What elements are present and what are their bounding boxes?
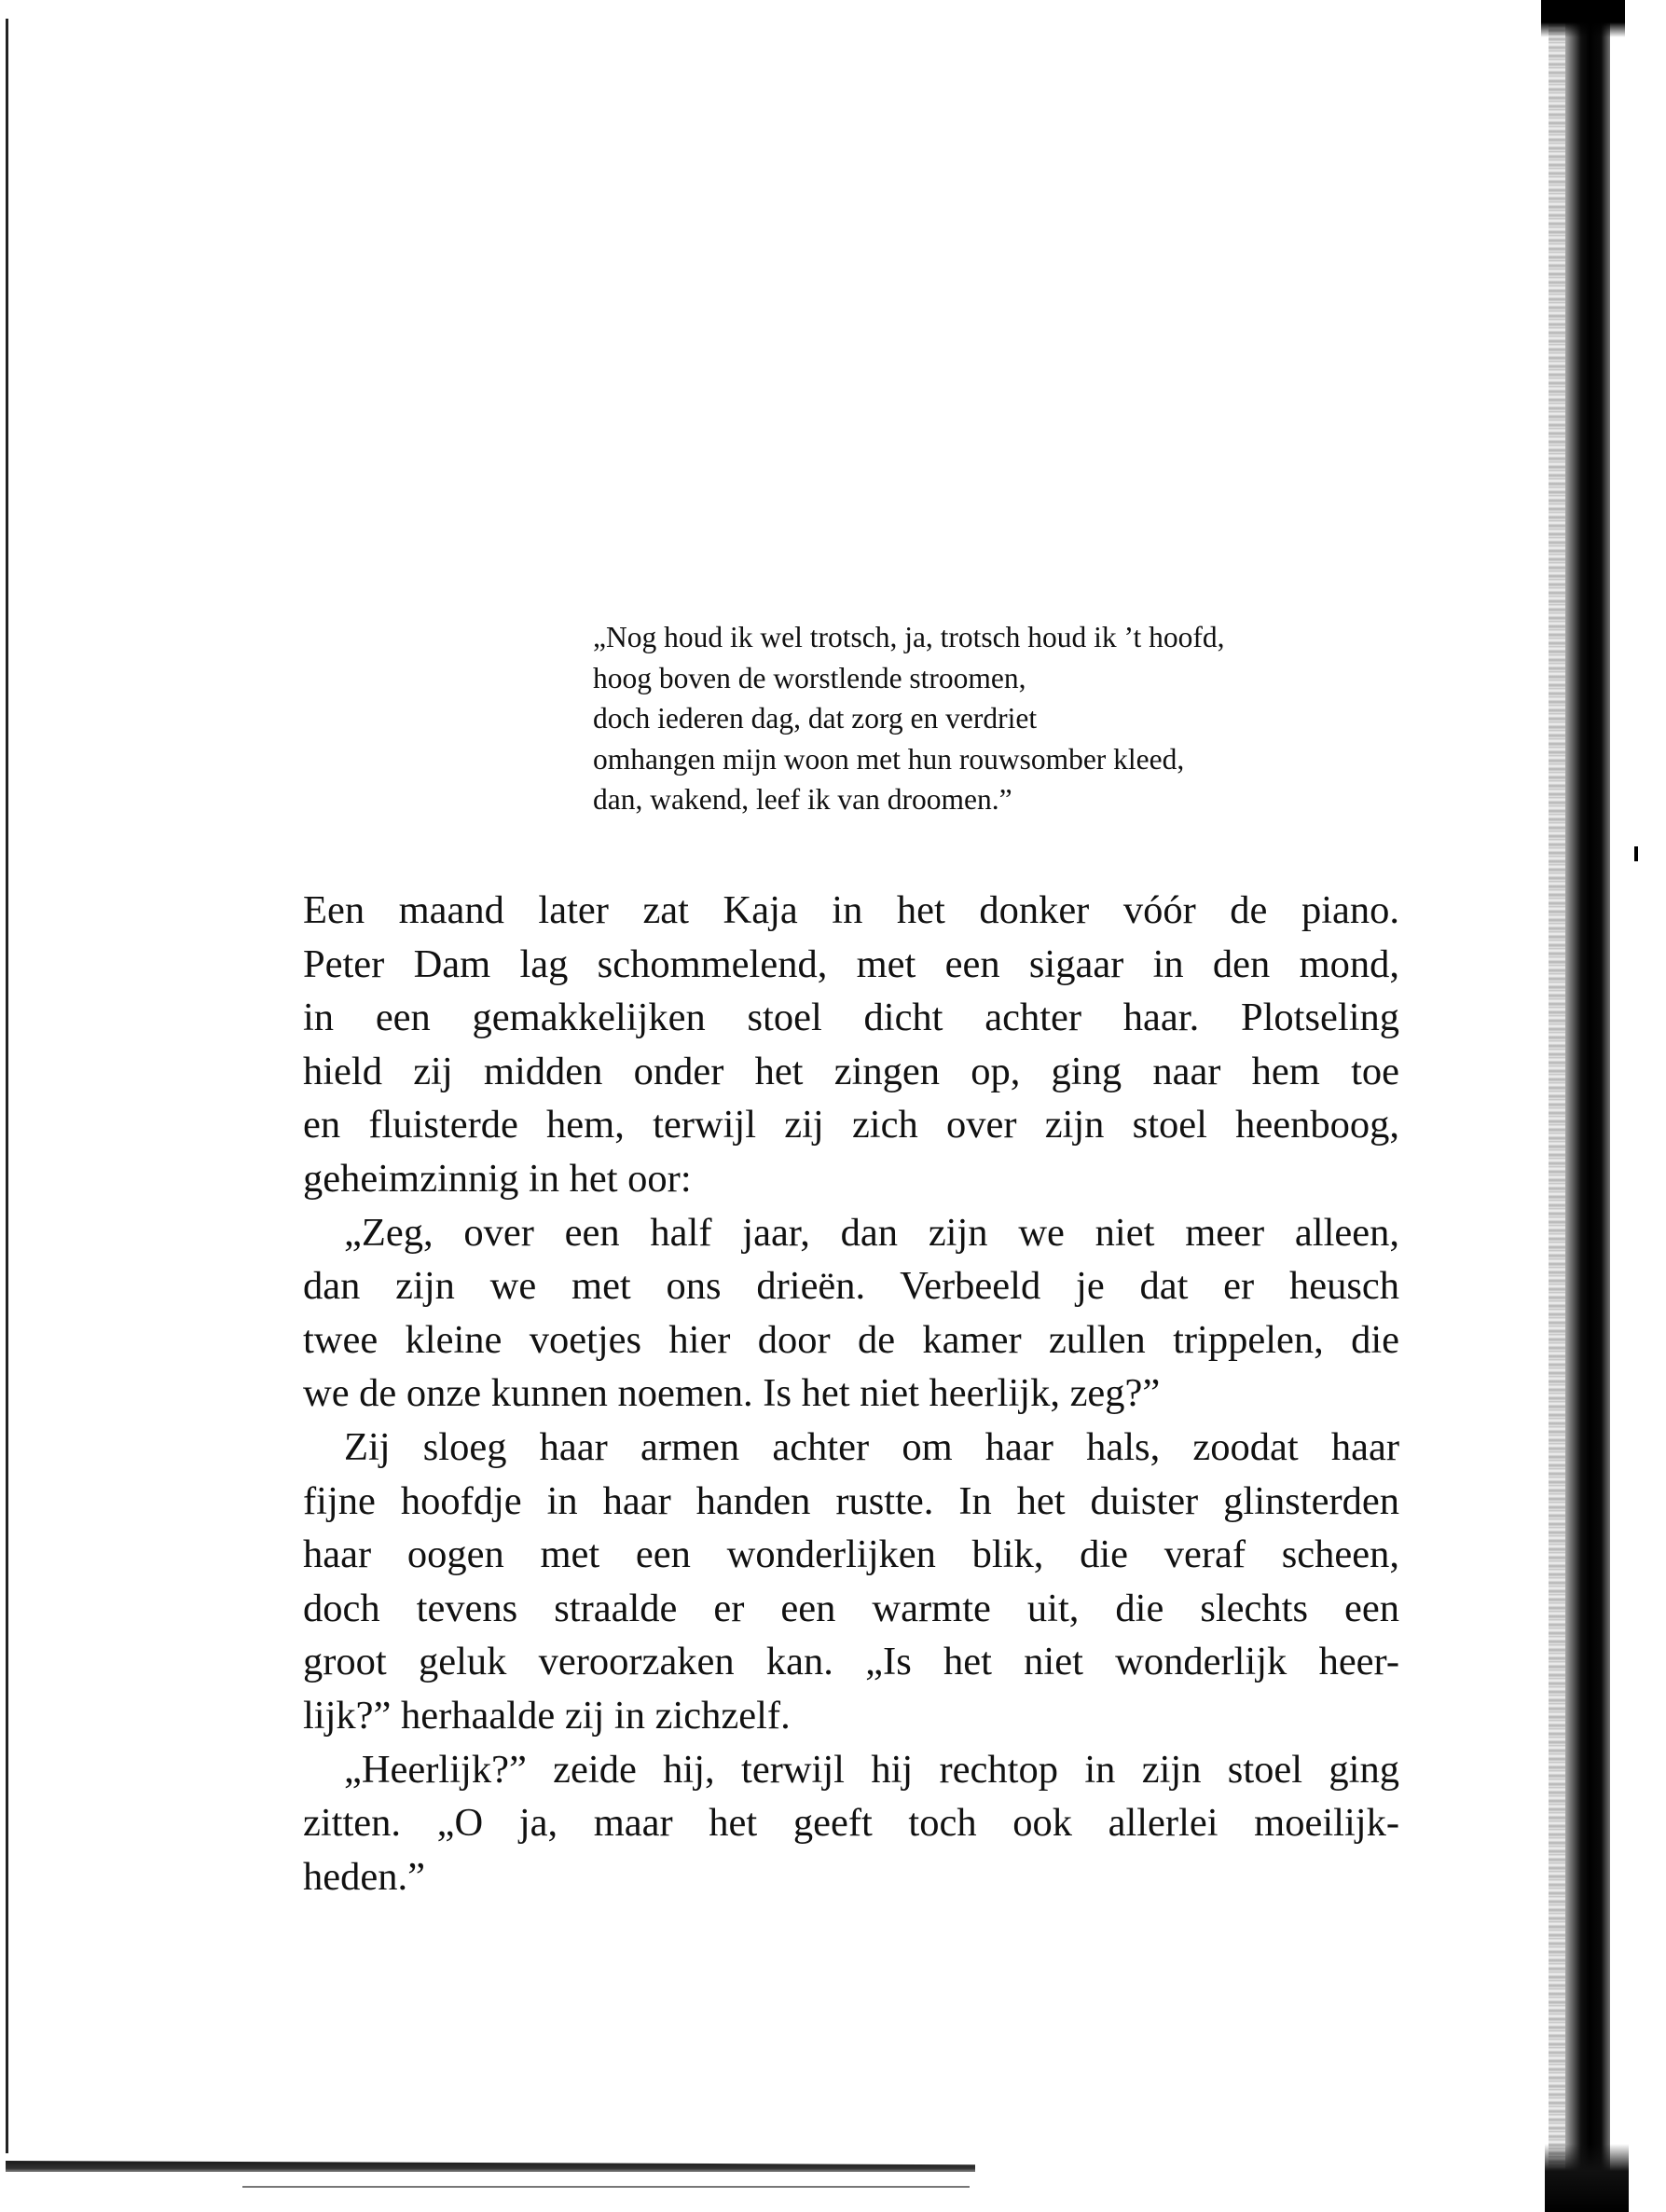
text-line: „Heerlijk?” zeide hij, terwijl hij rechtop in zijn stoel ging [344,1747,1399,1792]
text-line: en fluisterde hem, terwijl zij zich over zijn stoel heenboog, [303,1103,1399,1147]
text-line: heden.” [303,1854,425,1899]
text-line: geheimzinnig in het oor: [303,1156,692,1201]
scan-bottom-edge [6,2161,975,2172]
text-line: we de onze kunnen noemen. Is het niet heerlijk, zeg?” [303,1371,1161,1416]
poem-block [593,617,1413,820]
prose-body [303,884,1399,1903]
poem-line: dan, wakend, leef ik van droomen.” [593,783,1012,816]
scan-left-edge [6,19,8,2153]
scan-bottom-line [242,2186,970,2188]
text-line: „Zeg, over een half jaar, dan zijn we niet meer alleen, [344,1210,1399,1255]
paragraph [303,1743,1399,1904]
paragraph [303,1206,1399,1421]
poem-line: hoog boven de worstlende stroomen, [593,661,1026,694]
book-spine-top [1541,0,1625,37]
book-spine-shadow [1565,0,1610,2212]
text-line: Peter Dam lag schommelend, met een sigaar in den mond, [303,941,1399,986]
text-line: fijne hoofdje in haar handen rustte. In het duister glinsterden [303,1478,1399,1523]
book-spine-bottom [1545,2144,1629,2212]
text-line: lijk?” herhaalde zij in zichzelf. [303,1693,791,1738]
poem-line: doch iederen dag, dat zorg en verdriet [593,702,1038,735]
paragraph [303,884,1399,1206]
text-line: Zij sloeg haar armen achter om haar hals, zoodat haar [344,1424,1399,1469]
text-line: in een gemakkelijken stoel dicht achter haar. Plotseling [303,996,1399,1040]
text-line: Een maand later zat Kaja in het donker vóór de piano. [303,888,1399,932]
text-line: twee kleine voetjes hier door de kamer zullen trippelen, die [303,1317,1399,1362]
text-line: hield zij midden onder het zingen op, ging naar hem toe [303,1049,1399,1093]
text-line: groot geluk veroorzaken kan. „Is het niet wonderlijk heer- [303,1640,1399,1684]
poem-line: omhangen mijn woon met hun rouwsomber kleed, [593,742,1185,776]
text-line: zitten. „O ja, maar het geeft toch ook allerlei moeilijk- [303,1801,1399,1846]
text-line: haar oogen met een wonderlijken blik, die veraf scheen, [303,1532,1399,1577]
poem-line: „Nog houd ik wel trotsch, ja, trotsch houd ik ’t hoofd, [593,621,1225,653]
paragraph [303,1421,1399,1743]
text-line: dan zijn we met ons drieën. Verbeeld je dat er heusch [303,1264,1399,1309]
scan-mark [1634,846,1638,861]
text-line: doch tevens straalde er een warmte uit, die slechts een [303,1586,1399,1630]
